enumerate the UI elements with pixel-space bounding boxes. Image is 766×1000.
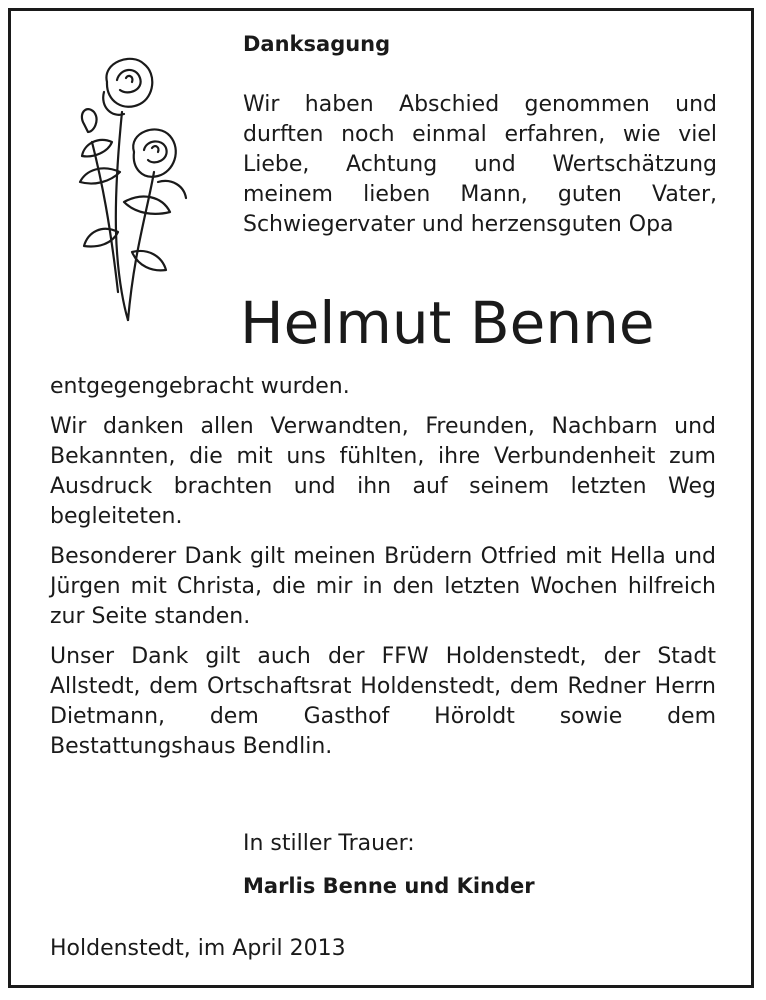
paragraph-relatives-thanks: Wir danken allen Verwandten, Freunden, Nachbarn und Bekannten, die mit uns fühlten, ihre Verbundenheit zum Ausdruck brachten und ihn auf seinem letzten Weg begleiteten. xyxy=(50,414,716,529)
intro-text: Wir haben Abschied genommen und durften noch einmal erfahren, wie viel Liebe, Achtung und Wertschätzung meinem lieben Mann, guten Vater, Schwiegervater und herzensguten Opa xyxy=(243,92,717,237)
place-date: Holdenstedt, im April 2013 xyxy=(50,936,346,961)
thanks-body xyxy=(50,372,716,772)
family-signature: Marlis Benne und Kinder xyxy=(243,874,535,898)
paragraph-brothers-thanks: Besonderer Dank gilt meinen Brüdern Otfried mit Hella und Jürgen mit Christa, die mir in den letzten Wochen hilfreich zur Seite standen. xyxy=(50,544,716,629)
mourning-line: In stiller Trauer: xyxy=(243,831,415,856)
deceased-name: Helmut Benne xyxy=(240,289,655,357)
paragraph-closing-phrase: entgegengebracht wurden. xyxy=(50,374,350,399)
rose-illustration-icon xyxy=(62,52,192,322)
heading-danksagung: Danksagung xyxy=(243,32,391,56)
paragraph-community-thanks: Unser Dank gilt auch der FFW Holdenstedt, der Stadt Allstedt, dem Ortschaftsrat Holdenstedt, dem Redner Herrn Dietmann, dem Gasthof Höroldt sowie dem Bestattungshaus Bendlin. xyxy=(50,644,716,759)
